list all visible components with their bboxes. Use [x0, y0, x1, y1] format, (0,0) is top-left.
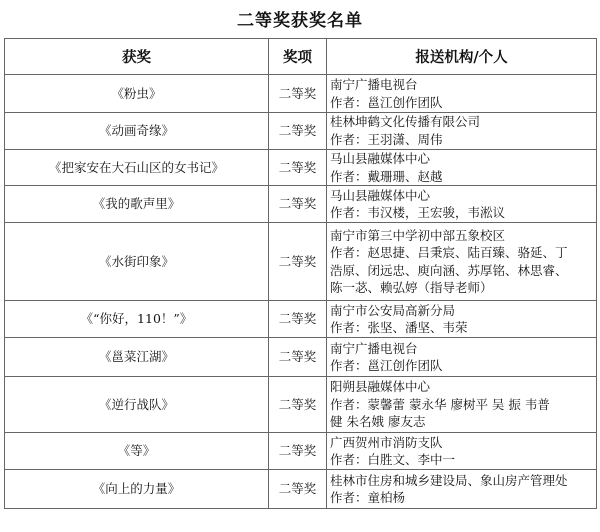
submitter-cell — [327, 433, 597, 470]
table-row — [5, 301, 597, 338]
page-title: 二等奖获奖名单 — [237, 11, 363, 31]
submitter-org: 南宁广播电视台 — [330, 76, 418, 92]
submitter-cell — [327, 338, 597, 377]
table-row — [5, 377, 597, 433]
work-title: 《把家安在大石山区的女书记》 — [5, 150, 269, 186]
table-row — [5, 150, 597, 186]
prize-level: 二等奖 — [269, 338, 327, 377]
work-title: 《邕菜江湖》 — [5, 338, 269, 377]
table-row — [5, 338, 597, 377]
prize-level: 二等奖 — [269, 75, 327, 113]
work-title: 《等》 — [5, 433, 269, 470]
submitter-org: 阳朔县融媒体中心 — [330, 379, 431, 395]
work-title: 《动画奇缘》 — [5, 113, 269, 150]
submitter-org: 马山县融媒体中心 — [330, 187, 431, 203]
header-prize: 奖项 — [269, 39, 327, 75]
work-title: 《水街印象》 — [5, 223, 269, 301]
submitter-cell — [327, 186, 597, 223]
award-table — [4, 38, 597, 509]
submitter-org: 桂林坤鹤文化传播有限公司 — [330, 114, 481, 130]
submitter-authors: 浩原、闭远忠、庾向涵、苏厚铭、林思睿、 — [330, 262, 568, 278]
prize-level: 二等奖 — [269, 186, 327, 223]
submitter-authors: 陈一苾、赖弘婷（指导老师） — [330, 280, 493, 296]
prize-level: 二等奖 — [269, 223, 327, 301]
table-row — [5, 113, 597, 150]
submitter-org: 南宁市第三中学初中部五象校区 — [330, 227, 506, 243]
prize-level: 二等奖 — [269, 377, 327, 433]
submitter-org: 南宁广播电视台 — [330, 340, 418, 356]
submitter-authors: 作者：张坚、潘坚、韦荣 — [330, 320, 468, 336]
prize-level: 二等奖 — [269, 113, 327, 150]
submitter-authors: 健 朱名娥 廖友志 — [330, 414, 426, 430]
submitter-org: 桂林市住房和城乡建设局、象山房产管理处 — [330, 472, 568, 488]
header-work: 获奖 — [5, 39, 269, 75]
prize-level: 二等奖 — [269, 433, 327, 470]
table-row — [5, 75, 597, 113]
submitter-cell — [327, 113, 597, 150]
work-title: 《逆行战队》 — [5, 377, 269, 433]
work-title: 《“你好，110！”》 — [5, 301, 269, 338]
work-title: 《粉虫》 — [5, 75, 269, 113]
submitter-org: 广西贺州市消防支队 — [330, 434, 443, 450]
header-submitter: 报送机构/个人 — [327, 39, 597, 75]
submitter-cell — [327, 301, 597, 338]
submitter-authors: 作者：邕江创作团队 — [330, 358, 443, 374]
submitter-cell — [327, 377, 597, 433]
work-title: 《我的歌声里》 — [5, 186, 269, 223]
prize-level: 二等奖 — [269, 301, 327, 338]
submitter-org: 南宁市公安局高新分局 — [330, 302, 456, 318]
prize-level: 二等奖 — [269, 150, 327, 186]
submitter-cell — [327, 150, 597, 186]
submitter-authors: 作者：童柏杨 — [330, 490, 406, 506]
table-row — [5, 223, 597, 301]
work-title: 《向上的力量》 — [5, 470, 269, 509]
prize-level: 二等奖 — [269, 470, 327, 509]
submitter-authors: 作者：蒙馨蕾 蒙永华 廖树平 吴 振 韦普 — [330, 396, 550, 412]
submitter-authors: 作者：王羽潇、周伟 — [330, 132, 443, 147]
submitter-cell — [327, 470, 597, 509]
submitter-authors: 作者：邕江创作团队 — [330, 94, 443, 110]
table-row — [5, 433, 597, 470]
submitter-authors: 作者：白胜文、李中一 — [330, 452, 456, 468]
submitter-cell — [327, 223, 597, 301]
table-header-row — [5, 39, 597, 75]
submitter-cell — [327, 75, 597, 113]
table-row — [5, 470, 597, 509]
table-row — [5, 186, 597, 223]
submitter-authors: 作者：韦汉楼，王宏骏，韦淞议 — [330, 205, 506, 221]
submitter-authors: 作者：赵思捷、吕秉宸、陆百臻、骆延、丁 — [330, 245, 568, 261]
submitter-authors: 作者：戴珊珊、赵越 — [330, 168, 443, 184]
table-body — [5, 75, 597, 509]
submitter-org: 马山县融媒体中心 — [330, 151, 431, 166]
